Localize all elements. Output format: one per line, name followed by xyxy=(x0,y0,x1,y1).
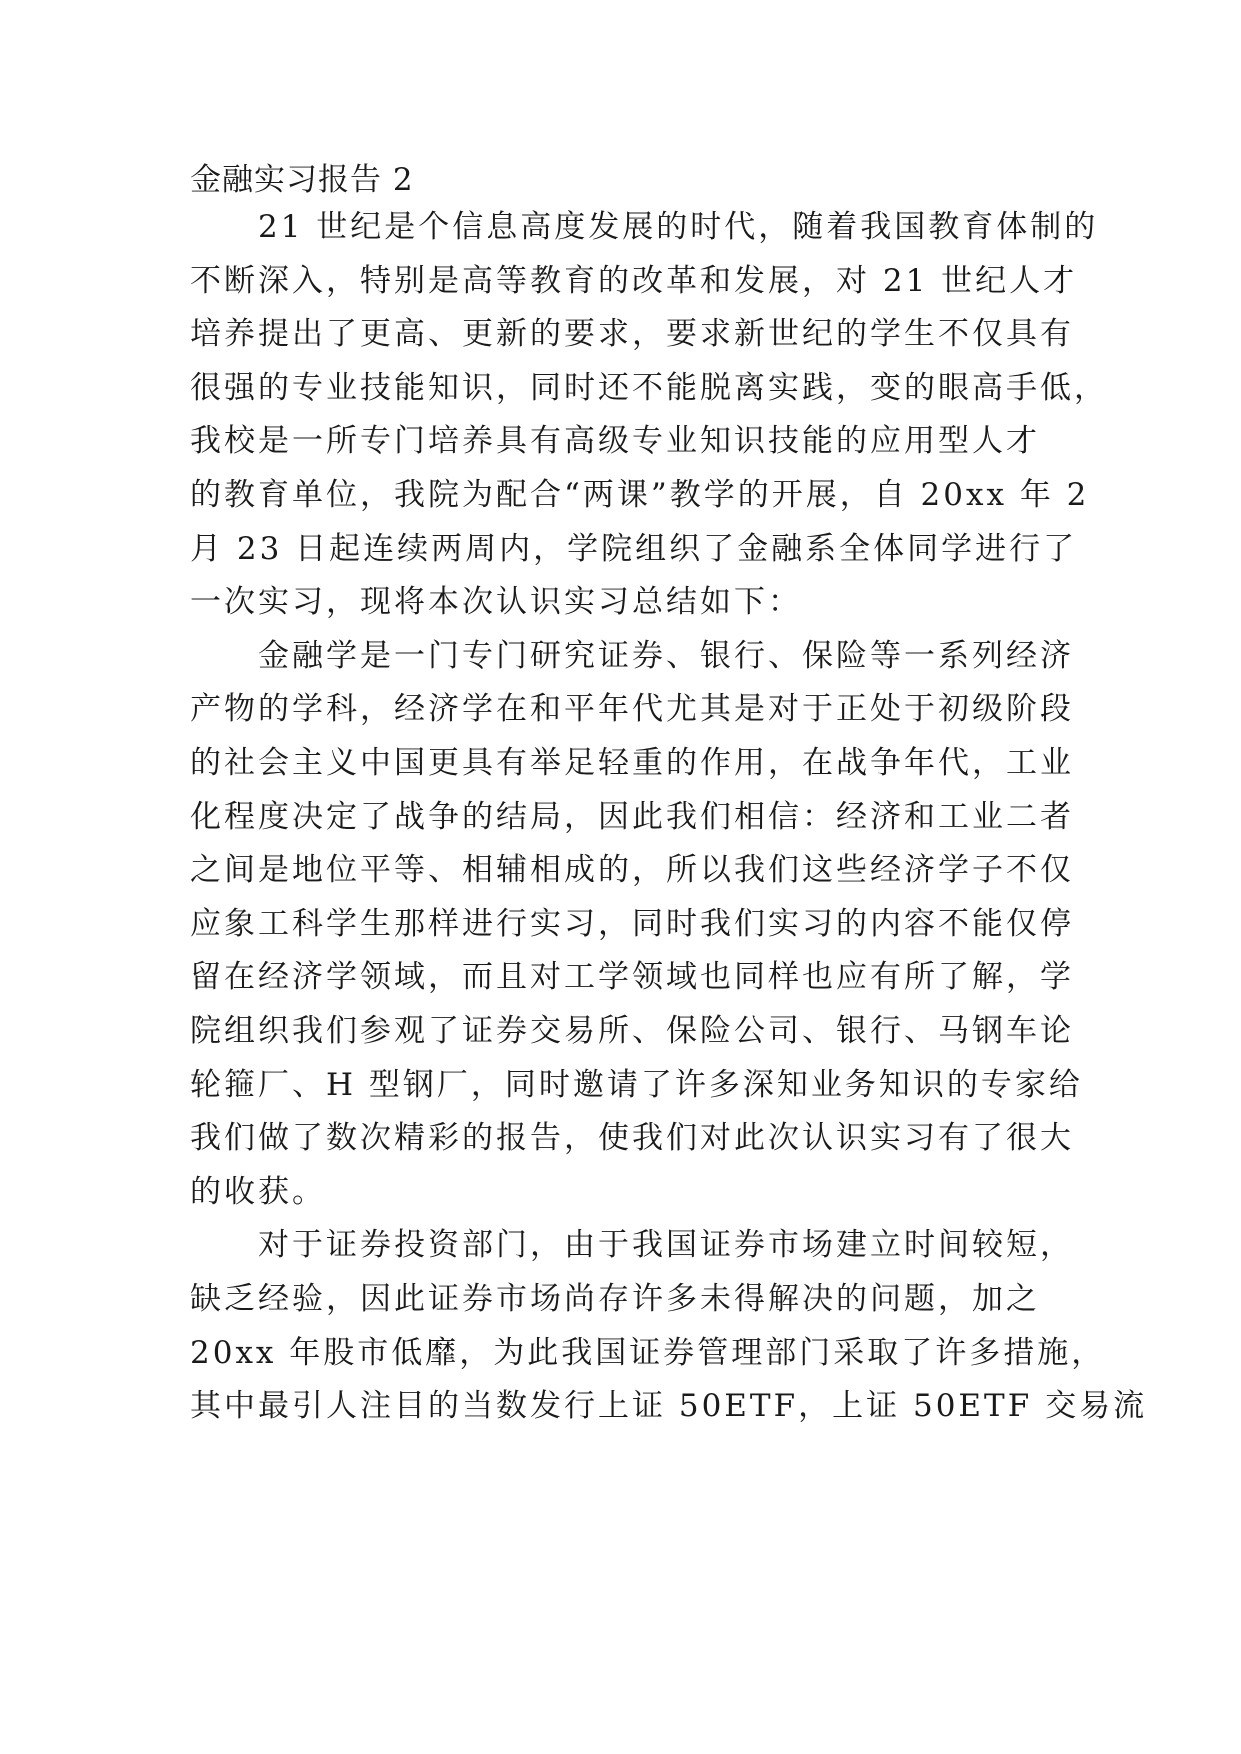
paragraph-2-line: 产物的学科，经济学在和平年代尤其是对于正处于初级阶段 xyxy=(190,691,1074,727)
paragraph-2-line: 应象工科学生那样进行实习，同时我们实习的内容不能仅停 xyxy=(190,906,1074,942)
paragraph-2-line: 院组织我们参观了证券交易所、保险公司、银行、马钢车论 xyxy=(190,1013,1074,1049)
paragraph-1-line: 21 世纪是个信息高度发展的时代，随着我国教育体制的 xyxy=(190,209,1099,245)
paragraph-3-line: 20xx 年股市低靡，为此我国证券管理部门采取了许多措施， xyxy=(190,1335,1106,1371)
paragraph-1-line: 的教育单位，我院为配合“两课”教学的开展，自 20xx 年 2 xyxy=(190,477,1090,513)
paragraph-2-line: 的收获。 xyxy=(190,1174,326,1210)
paragraph-2-line: 我们做了数次精彩的报告，使我们对此次认识实习有了很大 xyxy=(190,1120,1074,1156)
paragraph-2-line: 轮箍厂、H 型钢厂，同时邀请了许多深知业务知识的专家给 xyxy=(190,1067,1083,1103)
paragraph-3-line: 其中最引人注目的当数发行上证 50ETF，上证 50ETF 交易流 xyxy=(190,1388,1148,1424)
paragraph-1-line: 月 23 日起连续两周内，学院组织了金融系全体同学进行了 xyxy=(190,531,1078,567)
paragraph-2-line: 留在经济学领域，而且对工学领域也同样也应有所了解，学 xyxy=(190,959,1074,995)
paragraph-1-line: 很强的专业技能知识，同时还不能脱离实践，变的眼高手低， xyxy=(190,370,1108,406)
paragraph-2-line: 金融学是一门专门研究证券、银行、保险等一系列经济 xyxy=(190,638,1074,674)
document-title: 金融实习报告 2 xyxy=(190,162,414,198)
paragraph-2-line: 化程度决定了战争的结局，因此我们相信：经济和工业二者 xyxy=(190,799,1074,835)
paragraph-2-line: 之间是地位平等、相辅相成的，所以我们这些经济学子不仅 xyxy=(190,852,1074,888)
paragraph-3-line: 缺乏经验，因此证券市场尚存许多未得解决的问题，加之 xyxy=(190,1281,1040,1317)
paragraph-1-line: 一次实习，现将本次认识实习总结如下： xyxy=(190,584,802,620)
paragraph-1-line: 培养提出了更高、更新的要求，要求新世纪的学生不仅具有 xyxy=(190,316,1074,352)
paragraph-2-line: 的社会主义中国更具有举足轻重的作用，在战争年代，工业 xyxy=(190,745,1074,781)
paragraph-1-line: 不断深入，特别是高等教育的改革和发展，对 21 世纪人才 xyxy=(190,263,1078,299)
paragraph-3-line: 对于证券投资部门，由于我国证券市场建立时间较短， xyxy=(190,1227,1074,1263)
paragraph-1-line: 我校是一所专门培养具有高级专业知识技能的应用型人才 xyxy=(190,423,1040,459)
